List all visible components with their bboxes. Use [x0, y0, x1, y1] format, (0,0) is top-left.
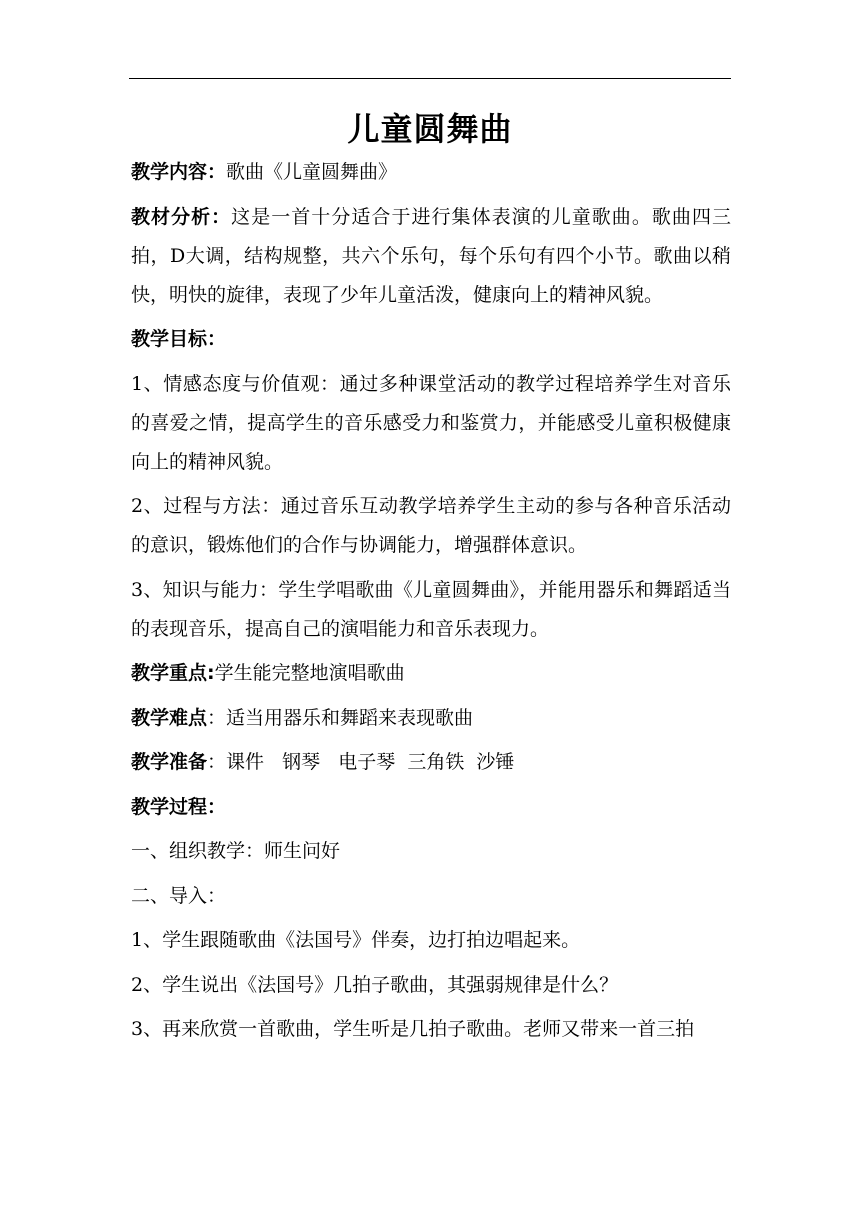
teaching-process-label: 教学过程：	[131, 795, 227, 818]
teaching-goals-heading	[131, 320, 731, 359]
process-item: 2、学生说出《法国号》几拍子歌曲，其强弱规律是什么？	[131, 973, 619, 996]
teaching-preparation-label: 教学准备	[131, 751, 208, 773]
goal-item: 1、情感态度与价值观：通过多种课堂活动的教学过程培养学生对音乐的喜爱之情，提高学生的音乐感受力和鉴赏力，并能感受儿童积极健康向上的精神风貌。	[131, 372, 731, 473]
teaching-difficulty-text: ：适当用器乐和舞蹈来表现歌曲	[207, 706, 474, 729]
teaching-difficulty	[131, 699, 731, 738]
process-item: 1、学生跟随歌曲《法国号》伴奏，边打拍边唱起来。	[131, 929, 581, 951]
teaching-key-point	[131, 654, 731, 693]
teaching-preparation-text: ：课件 钢琴 电子琴 三角铁 沙锤	[207, 751, 515, 773]
process-item: 二、导入：	[131, 884, 227, 907]
header-rule	[129, 78, 731, 79]
teaching-preparation	[131, 743, 731, 782]
document-body	[131, 153, 731, 1055]
teaching-key-label: 教学重点:	[131, 662, 215, 684]
material-analysis	[131, 198, 731, 315]
goal-item: 3、知识与能力：学生学唱歌曲《儿童圆舞曲》，并能用器乐和舞蹈适当的表现音乐，提高自己的演唱能力和音乐表现力。	[131, 578, 731, 640]
teaching-process-heading	[131, 788, 731, 827]
document-title: 儿童圆舞曲	[347, 110, 513, 148]
process-item: 一、组织教学：师生问好	[131, 840, 341, 862]
teaching-key-text: 学生能完整地演唱歌曲	[214, 662, 405, 684]
material-analysis-label: 教材分析：	[131, 205, 232, 228]
process-item: 3、再来欣赏一首歌曲，学生听是几拍子歌曲。老师又带来一首三拍	[131, 1018, 695, 1040]
teaching-content	[131, 153, 731, 192]
goal-item: 2、过程与方法：通过音乐互动教学培养学生主动的参与各种音乐活动的意识，锻炼他们的合作与协调能力，增强群体意识。	[131, 495, 731, 556]
teaching-goals-label: 教学目标：	[131, 328, 227, 350]
material-analysis-text: 这是一首十分适合于进行集体表演的儿童歌曲。歌曲四三拍，D大调，结构规整，共六个乐句，每个乐句有四个小节。歌曲以稍快，明快的旋律，表现了少年儿童活泼，健康向上的精神风貌。	[131, 205, 731, 306]
teaching-content-label: 教学内容：	[131, 161, 227, 183]
teaching-content-text: 歌曲《儿童圆舞曲》	[226, 161, 398, 183]
teaching-difficulty-label: 教学难点	[131, 706, 208, 729]
